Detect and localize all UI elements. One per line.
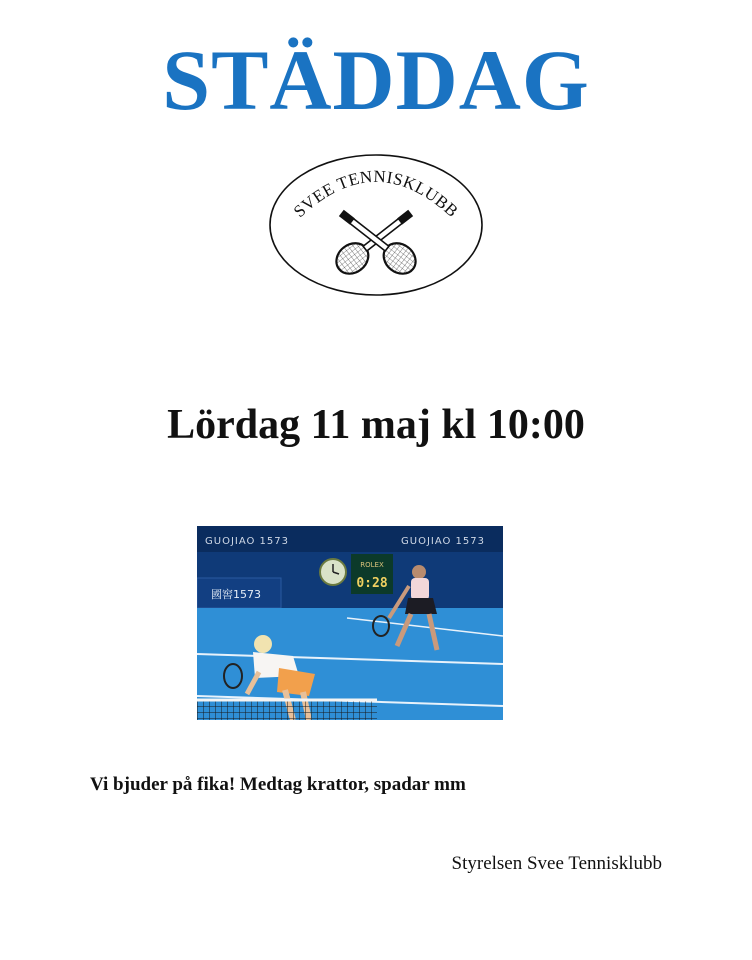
clock-time: 0:28 [356,576,388,591]
signature: Styrelsen Svee Tennisklubb [451,853,662,874]
side-board-text: 國窖1573 [211,588,261,601]
clock-brand: ROLEX [360,561,384,569]
club-logo [266,150,486,300]
banner-text-left: GUOJIAO 1573 [205,536,290,547]
event-date: Lördag 11 maj kl 10:00 [167,402,585,448]
fika-note: Vi bjuder på fika! Medtag krattor, spadar mm [90,774,466,795]
logo-text: SVEE TENNISKLUBB [289,166,463,222]
page-title: STÄDDAG [162,32,590,128]
banner-text-right: GUOJIAO 1573 [401,536,486,547]
tennis-photo [197,526,503,720]
